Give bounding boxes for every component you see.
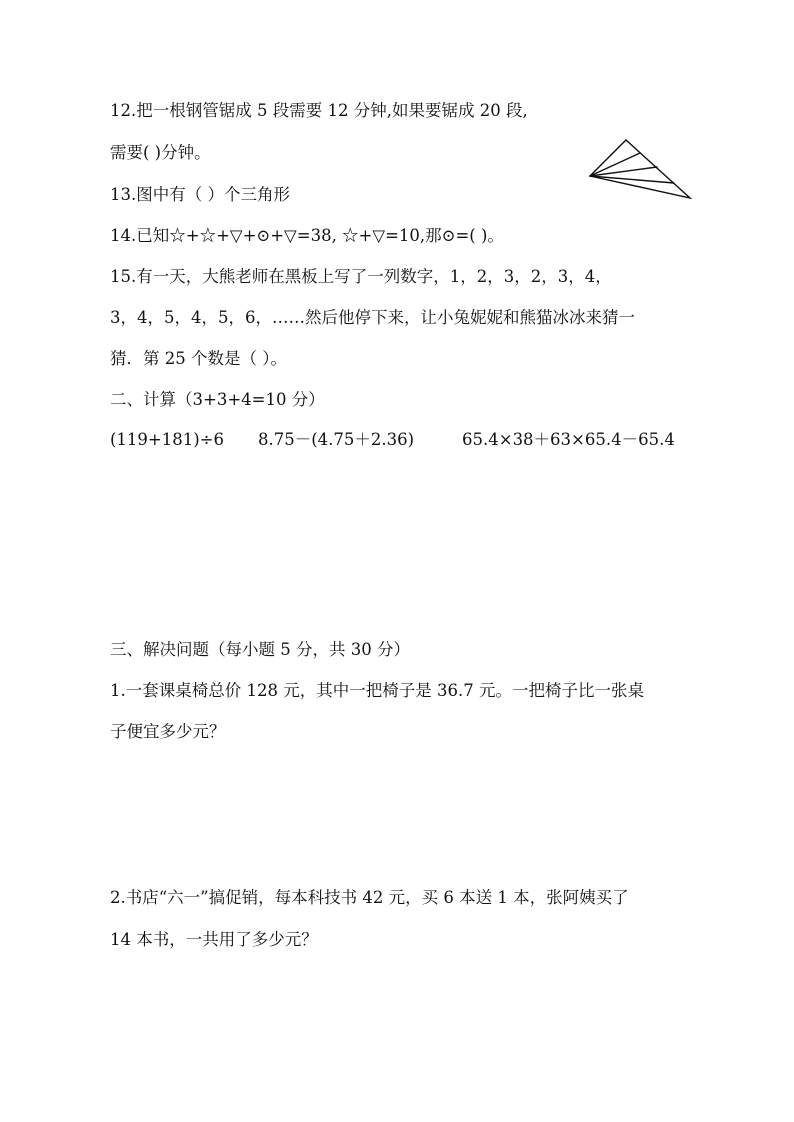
problem-2-line-2: 14 本书，一共用了多少元？ [110,930,318,949]
calculation-heading: 二、计算（3+3+4=10 分） [110,390,325,409]
question-15-line-1: 15.有一天，大熊老师在黑板上写了一列数字，1，2，3，2，3，4， [110,267,612,286]
question-12-line-1: 12.把一根钢管锯成 5 段需要 12 分钟,如果要锯成 20 段, [110,101,528,120]
calc-expression-1: (119+181)÷6 [110,430,225,449]
question-13: 13.图中有（ ）个三角形 [110,185,290,204]
calc-expression-2: 8.75－(4.75＋2.36) [258,430,415,449]
question-15-line-3: 猜．第 25 个数是（ ）。 [110,349,287,368]
problem-2-line-1: 2.书店“六一”搞促销，每本科技书 42 元，买 6 本送 1 本，张阿姨买了 [110,888,629,907]
problem-1-line-1: 1.一套课桌椅总价 128 元，其中一把椅子是 36.7 元。一把椅子比一张桌 [110,681,644,700]
triangle-figure [586,136,696,202]
problem-1-line-2: 子便宜多少元？ [110,722,226,741]
problems-heading: 三、解决问题（每小题 5 分，共 30 分） [110,640,410,659]
calc-expression-3: 65.4×38＋63×65.4－65.4 [462,430,675,449]
question-12-line-2: 需要( )分钟。 [110,143,211,162]
question-15-line-2: 3，4，5，4，5，6，……然后他停下来，让小兔妮妮和熊猫冰冰来猜一 [110,308,635,327]
question-14: 14.已知☆+☆+▽+⊙+▽=38, ☆+▽=10,那⊙=( )。 [110,226,504,245]
